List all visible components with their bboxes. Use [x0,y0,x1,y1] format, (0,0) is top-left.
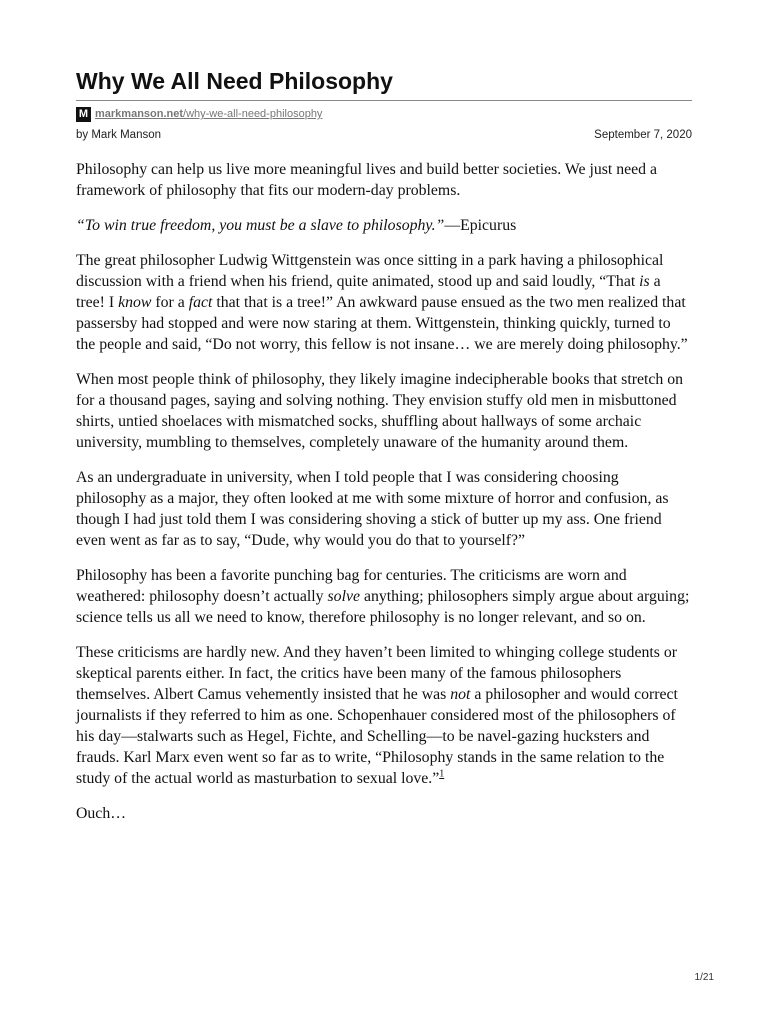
epigraph-quote: “To win true freedom, you must be a slave to philosophy.” [76,217,445,234]
page-number: 1/21 [694,972,714,983]
text-span: for a [151,294,189,311]
publish-date: September 7, 2020 [594,129,692,141]
paragraph-undergraduate: As an undergraduate in university, when I told people that I was considering choosing philosophy as a major, they often looked at me with some mixture of horror and confusion, as though I had just told them I was considering shoving a stick of butter up my ass. One friend even went as far as to say, “Dude, why would you do that to yourself?” [76,469,669,549]
paragraph-ouch: Ouch… [76,805,127,822]
emphasis: solve [327,588,360,605]
text-span: anything; philosophers simply argue about arguing; science tells us all we need to know, therefore philosophy is no longer relevant, and so on. [76,588,690,626]
text-span: These criticisms are hardly new. And they haven’t been limited to whinging college students or skeptical parents either. In fact, the critics have been many of the famous philosophers themselves. Albert Camus vehemently insisted that he was [76,644,678,703]
title-divider [76,100,692,101]
source-domain: markmanson.net [95,108,184,120]
paragraph-intro: Philosophy can help us live more meaningful lives and build better societies. We just need a framework of philosophy that fits our modern-day problems. [76,161,658,199]
source-path: /why-we-all-need-philosophy [183,108,323,120]
article-meta [76,129,692,141]
paragraph-stereotype: When most people think of philosophy, they likely imagine indecipherable books that stretch on for a thousand pages, saying and solving nothing. They envision stuffy old men in misbuttoned shirts, untied shoelaces with mismatched socks, shuffling about hallways of some archaic university, mumbling to themselves, completely unaware of the humanity around them. [76,371,684,451]
footnote-link[interactable]: 1 [439,768,445,780]
emphasis: know [118,294,152,311]
source-url-link[interactable] [95,108,322,120]
document-page [76,0,692,1024]
text-span: a tree! I [76,273,661,311]
emphasis: fact [188,294,213,311]
byline: by Mark Manson [76,129,162,141]
page-title: Why We All Need Philosophy [76,68,393,94]
paragraph-critics [76,642,692,789]
emphasis: not [450,686,471,703]
article-body [76,159,692,838]
text-span: The great philosopher Ludwig Wittgenstein was once sitting in a park having a philosophical discussion with a friend when his friend, quite animated, stood up and said loudly, “That [76,252,664,290]
text-span: a philosopher and would correct journalists if they referred to him as one. Schopenhauer considered most of the philosophers of his day—stalwarts such as Hegel, Fichte, and Schelling—to be navel-gazing hucksters and frauds. Karl Marx even went so far as to write, “Philosophy stands in the same relation to the study of the actual world as masturbation to sexual love.” [76,686,678,787]
text-span: Philosophy has been a favorite punching bag for centuries. The criticisms are worn and weathered: philosophy doesn’t actually [76,567,627,605]
source-line [76,105,322,123]
footnote-ref [439,769,444,780]
text-span: that that is a tree!” An awkward pause ensued as the two men realized that passersby had stopped and were now staring at them. Wittgenstein, thinking quickly, turned to the people and said, “Do not worry, this fellow is not insane… we are merely doing philosophy.” [76,294,688,353]
epigraph-attribution: —Epicurus [444,217,517,234]
paragraph-epigraph [76,215,692,236]
paragraph-criticisms [76,565,692,628]
site-logo-icon: M [76,107,91,122]
paragraph-wittgenstein [76,250,692,355]
emphasis: is [639,273,650,290]
